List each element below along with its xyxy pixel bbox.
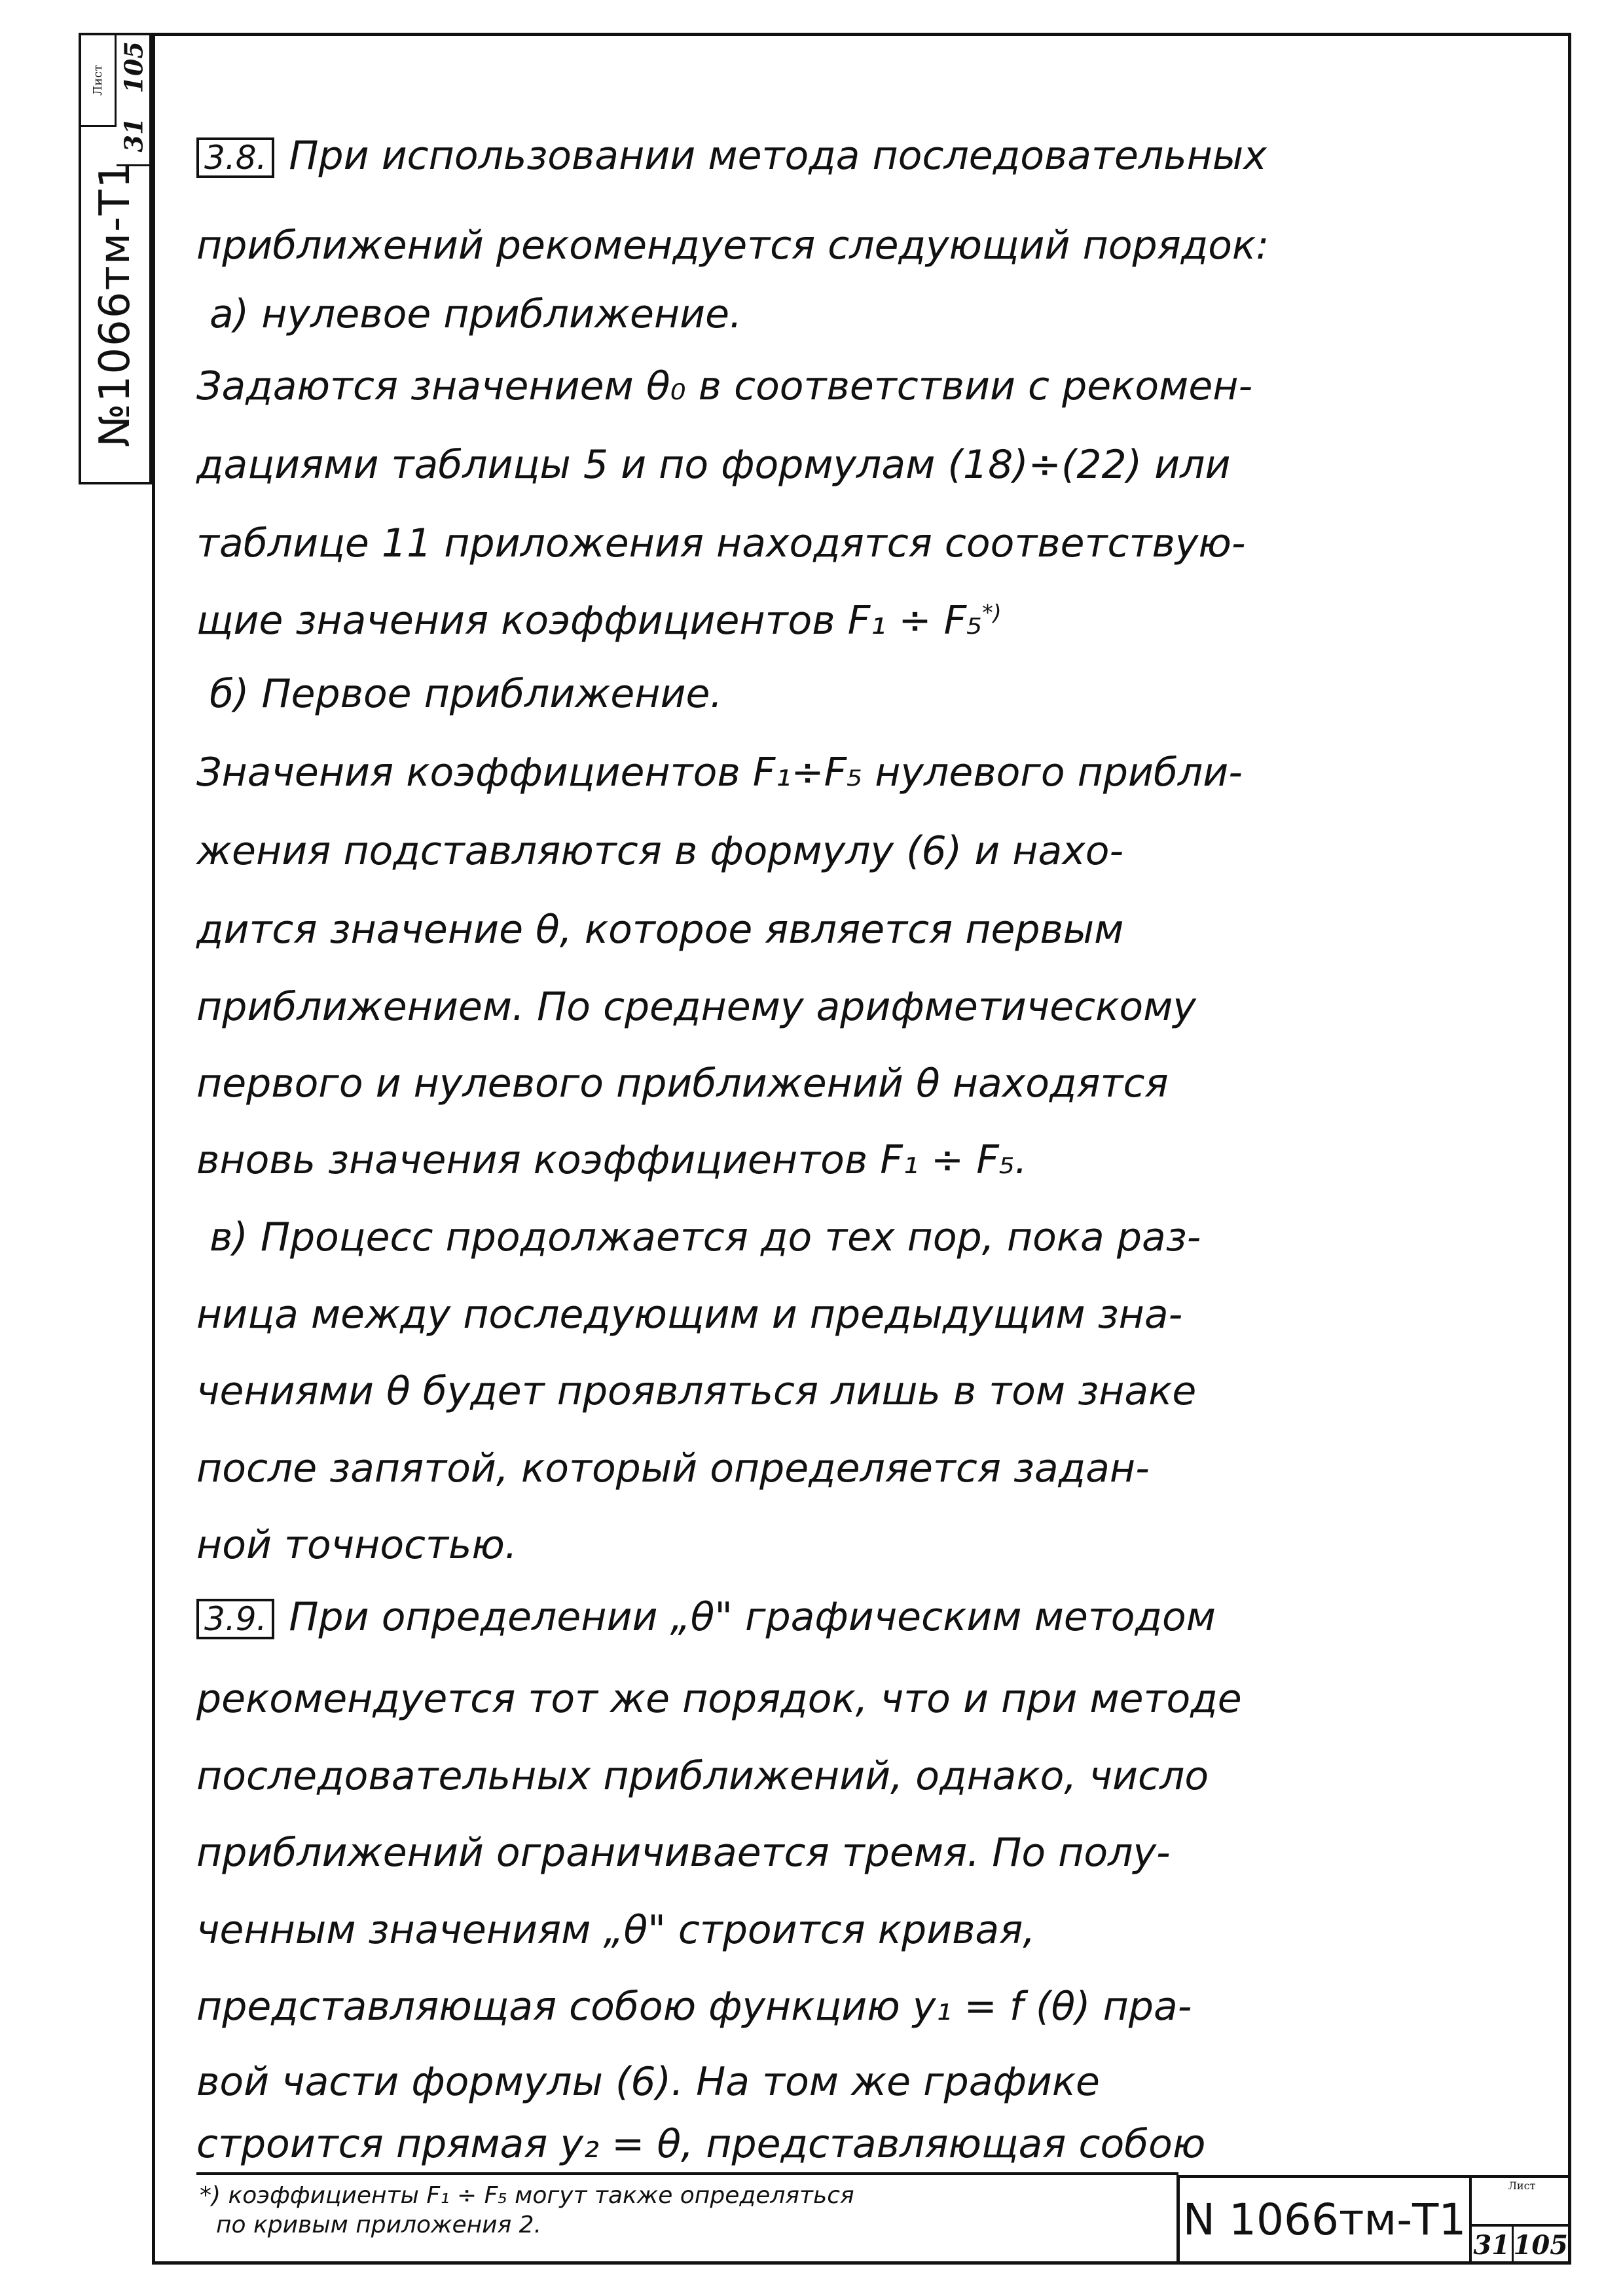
text-line: а) нулевое приближение.: [210, 291, 742, 337]
text-line: Значения коэффициентов F₁÷F₅ нулевого прибли-: [196, 750, 1243, 795]
text-line: ченным значениям „θ" строится кривая,: [196, 1907, 1036, 1953]
text-line: последовательных приближений, однако, число: [196, 1753, 1209, 1799]
text-line: первого и нулевого приближений θ находятся: [196, 1061, 1169, 1106]
text-line: строится прямая y₂ = θ, представляющая собою: [196, 2121, 1206, 2167]
title-block-total: 105: [1512, 2227, 1569, 2264]
text-line: б) Первое приближение.: [210, 671, 723, 717]
text-line: щие значения коэффициентов F₁ ÷ F₅*): [196, 598, 1002, 644]
text-line: дится значение θ, которое является первым: [196, 907, 1124, 953]
text-line: жения подставляются в формулу (6) и нахо-: [196, 828, 1124, 874]
section-number-3-9: 3.9.: [196, 1599, 274, 1639]
stamp-total-sheets: 105: [119, 41, 149, 94]
footnote-line: по кривым приложения 2.: [216, 2212, 542, 2238]
text-line: рекомендуется тот же порядок, что и при методе: [196, 1676, 1242, 1722]
footnote-divider: [196, 2172, 1178, 2175]
stamp-document-number: №1066тм-Т1: [91, 160, 139, 447]
title-block-document-number: N 1066тм-Т1: [1180, 2178, 1472, 2261]
text-line: ница между последующим и предыдущим зна-: [196, 1292, 1183, 1338]
text-line: приближений рекомендуется следующий порядок:: [196, 223, 1269, 268]
section-number-3-8: 3.8.: [196, 137, 274, 178]
text-line: таблице 11 приложения находятся соответствую-: [196, 520, 1246, 566]
text-line: приближений ограничивается тремя. По полу-: [196, 1830, 1171, 1876]
text-line: ной точностью.: [196, 1522, 517, 1568]
title-block-sheet: 31: [1473, 2230, 1510, 2261]
text-line: 3.9. При определении „θ" графическим методом: [196, 1597, 1216, 1639]
text-line: чениями θ будет проявляться лишь в том знаке: [196, 1368, 1197, 1414]
stamp-list-label: Лист: [81, 35, 117, 127]
text-line: представляющая собою функцию y₁ = f (θ) пра-: [196, 1984, 1192, 2030]
footnote-marker: *): [982, 600, 1002, 625]
title-block-sheet-numbers: [1472, 2224, 1568, 2264]
footnote-line: *) коэффициенты F₁ ÷ F₅ могут также определяться: [200, 2182, 854, 2209]
text-line: дациями таблицы 5 и по формулам (18)÷(22) или: [196, 442, 1231, 488]
title-block: [1176, 2175, 1571, 2265]
text-line: после запятой, который определяется задан-: [196, 1446, 1150, 1491]
side-stamp: [79, 33, 152, 484]
text-line: Задаются значением θ₀ в соответствии с рекомен-: [196, 363, 1253, 409]
text-line: 3.8. При использовании метода последовательных: [196, 136, 1267, 178]
text-line: вновь значения коэффициентов F₁ ÷ F₅.: [196, 1137, 1027, 1183]
text-line: вой части формулы (6). На том же графике: [196, 2059, 1100, 2105]
title-block-sheet-label: Лист: [1508, 2179, 1536, 2192]
stamp-sheet-number: 31: [119, 117, 149, 153]
text-line: приближением. По среднему арифметическому: [196, 984, 1196, 1030]
text-line: в) Процесс продолжается до тех пор, пока раз-: [210, 1214, 1201, 1260]
